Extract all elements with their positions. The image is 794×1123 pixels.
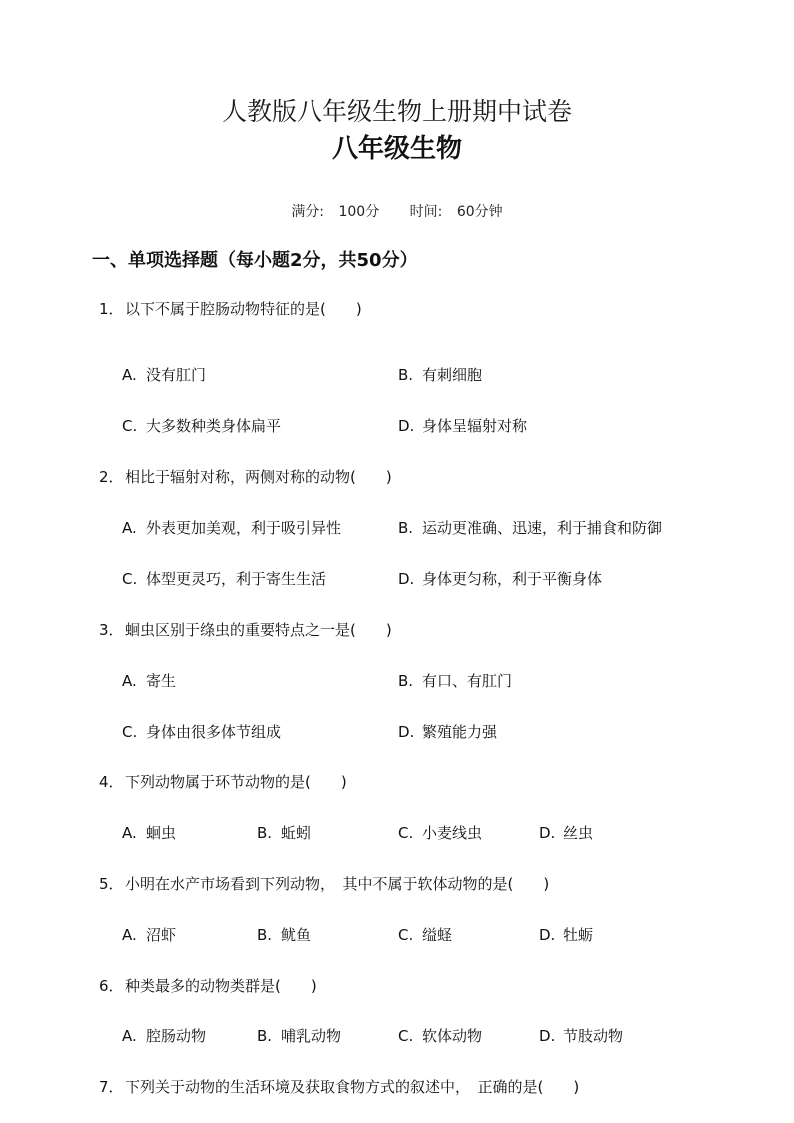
exam-subtitle: 八年级生物	[331, 134, 462, 164]
option-6c[interactable]: C. 软体动物	[398, 1027, 483, 1045]
question-number: 6．	[99, 977, 124, 995]
question-number: 2．	[99, 468, 124, 486]
question-6	[99, 975, 317, 996]
question-5	[99, 873, 549, 894]
question-7	[99, 1076, 579, 1097]
time-value: 60分钟	[456, 204, 503, 220]
question-text: 相比于辐射对称，两侧对称的动物( )	[125, 468, 392, 486]
question-number: 4．	[99, 773, 124, 791]
exam-title: 人教版八年级生物上册期中试卷	[221, 97, 572, 126]
question-3	[99, 619, 392, 640]
option-3b[interactable]: B. 有口、有肛门	[398, 672, 513, 690]
question-number: 5．	[99, 875, 124, 893]
option-3a[interactable]: A. 寄生	[122, 672, 177, 690]
question-text: 下列关于动物的生活环境及获取食物方式的叙述中， 正确的是( )	[125, 1078, 580, 1096]
option-4d[interactable]: D. 丝虫	[539, 824, 594, 842]
option-2d[interactable]: D. 身体更匀称，利于平衡身体	[398, 570, 603, 588]
question-number: 7．	[99, 1078, 124, 1096]
option-4c[interactable]: C. 小麦线虫	[398, 824, 483, 842]
question-number: 1．	[99, 300, 124, 318]
option-5c[interactable]: C. 缢蛏	[398, 926, 453, 944]
option-5a[interactable]: A. 沼虾	[122, 926, 177, 944]
option-3d[interactable]: D. 繁殖能力强	[398, 723, 498, 741]
option-2b[interactable]: B. 运动更准确、迅速，利于捕食和防御	[398, 519, 663, 537]
option-1d[interactable]: D. 身体呈辐射对称	[398, 417, 528, 435]
option-3c[interactable]: C. 身体由很多体节组成	[122, 723, 282, 741]
question-text: 下列动物属于环节动物的是( )	[125, 773, 347, 791]
question-2	[99, 466, 392, 487]
option-6d[interactable]: D. 节肢动物	[539, 1027, 624, 1045]
option-1b[interactable]: B. 有刺细胞	[398, 366, 483, 384]
option-5d[interactable]: D. 牡蛎	[539, 926, 594, 944]
option-6b[interactable]: B. 哺乳动物	[257, 1027, 342, 1045]
question-text: 种类最多的动物类群是( )	[125, 977, 317, 995]
exam-meta	[0, 201, 794, 221]
question-text: 以下不属于腔肠动物特征的是( )	[125, 300, 362, 318]
question-number: 3．	[99, 621, 124, 639]
full-score-label: 满分:	[291, 204, 325, 220]
option-5b[interactable]: B. 鱿鱼	[257, 926, 312, 944]
option-4a[interactable]: A. 蛔虫	[122, 824, 177, 842]
full-score-value: 100分	[338, 204, 380, 220]
time-label: 时间:	[409, 204, 443, 220]
question-text: 蛔虫区别于绦虫的重要特点之一是( )	[125, 621, 392, 639]
section-title: 一、单项选择题（每小题2分，共50分）	[92, 250, 418, 271]
option-6a[interactable]: A. 腔肠动物	[122, 1027, 207, 1045]
question-4	[99, 771, 347, 792]
question-text: 小明在水产市场看到下列动物， 其中不属于软体动物的是( )	[125, 875, 550, 893]
option-1a[interactable]: A. 没有肛门	[122, 366, 207, 384]
option-2a[interactable]: A. 外表更加美观，利于吸引异性	[122, 519, 342, 537]
option-4b[interactable]: B. 蚯蚓	[257, 824, 312, 842]
question-1	[99, 298, 362, 319]
option-1c[interactable]: C. 大多数种类身体扁平	[122, 417, 282, 435]
option-2c[interactable]: C. 体型更灵巧，利于寄生生活	[122, 570, 327, 588]
